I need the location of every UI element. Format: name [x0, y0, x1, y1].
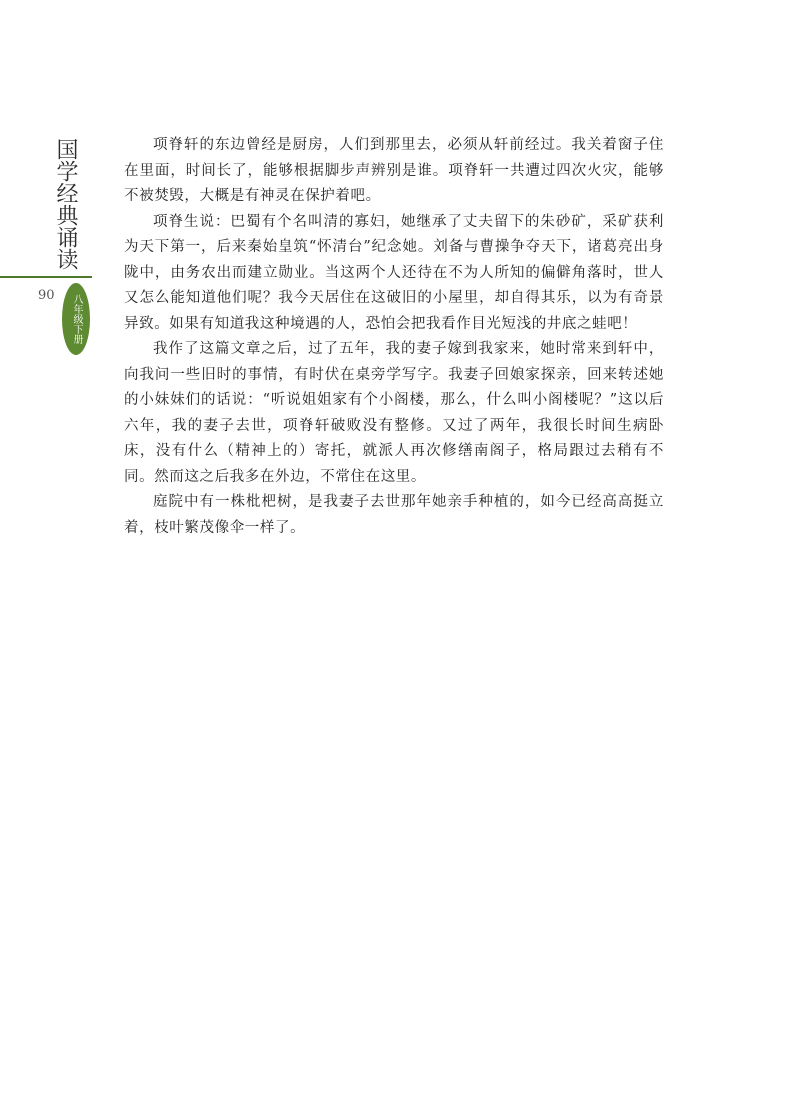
- paragraph: 我作了这篇文章之后，过了五年，我的妻子嫁到我家来，她时常来到轩中，向我问一些旧时的事情，有时伏在桌旁学写字。我妻子回娘家探亲，回来转述她的小妹妹们的话说：“听说姐姐家有个小阁楼，那么，什么叫小阁楼呢？”这以后六年，我的妻子去世，项脊轩破败没有整修。又过了两年，我很长时间生病卧床，没有什么（精神上的）寄托，就派人再次修缮南阁子，格局跟过去稍有不同。然而这之后我多在外边，不常住在这里。: [124, 341, 664, 485]
- book-title: 国学经典诵读: [53, 138, 78, 270]
- main-text: [124, 133, 664, 541]
- paragraph: 庭院中有一株枇杷树，是我妻子去世那年她亲手种植的，如今已经高高挺立着，枝叶繁茂像伞一样了。: [124, 494, 664, 536]
- page-number: 90: [38, 288, 55, 303]
- sidebar-divider: [0, 276, 92, 278]
- volume-leaf-badge: [62, 283, 90, 355]
- volume-label: 八年级下册: [71, 294, 82, 344]
- paragraph: 项脊生说：巴蜀有个名叫清的寡妇，她继承了丈夫留下的朱砂矿，采矿获利为天下第一，后来秦始皇筑“怀清台”纪念她。刘备与曹操争夺天下，诸葛亮出身陇中，由务农出而建立勋业。当这两个人还待在不为人所知的偏僻角落时，世人又怎么能知道他们呢？我今天居住在这破旧的小屋里，却自得其乐，以为有奇景异致。如果有知道我这种境遇的人，恐怕会把我看作目光短浅的井底之蛙吧！: [124, 213, 664, 332]
- paragraph: 项脊轩的东边曾经是厨房，人们到那里去，必须从轩前经过。我关着窗子住在里面，时间长了，能够根据脚步声辨别是谁。项脊轩一共遭过四次火灾，能够不被焚毁，大概是有神灵在保护着吧。: [124, 137, 664, 204]
